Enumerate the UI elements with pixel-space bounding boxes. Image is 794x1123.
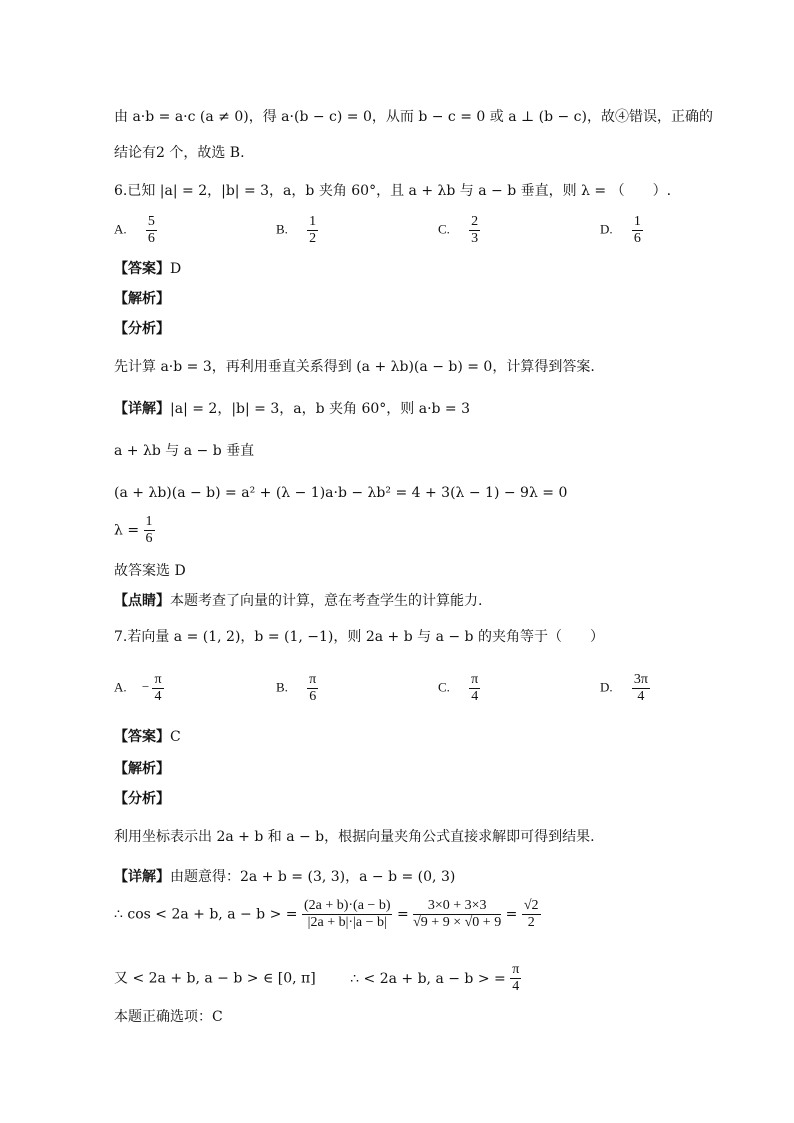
q6-option-d-den: 6 xyxy=(633,231,641,246)
q6-answer xyxy=(114,260,181,278)
q6-option-d xyxy=(600,214,643,247)
q7-cos-eq1: = xyxy=(396,906,409,923)
q6-option-b-label: B. xyxy=(276,221,288,237)
q6-lambda-result xyxy=(114,514,155,547)
q6-option-c-den: 3 xyxy=(471,231,479,246)
q7-option-a-num: π xyxy=(154,672,162,687)
q6-option-d-fraction xyxy=(632,214,643,247)
q7-detail-line-1 xyxy=(114,868,455,886)
q7-cos-frac1 xyxy=(302,898,393,931)
q6-option-b xyxy=(276,214,318,247)
q7-cos-frac3-num: √2 xyxy=(523,898,539,913)
q7-option-d-label: D. xyxy=(600,679,613,695)
q7-option-d-fraction xyxy=(632,672,650,705)
prev-solution-line-2: 结论有2 个，故选 B. xyxy=(114,145,245,161)
q7-range-result: ∴ < 2a + b, a − b > = xyxy=(350,970,506,987)
q7-option-b-num: π xyxy=(309,672,317,687)
q6-option-c-label: C. xyxy=(438,221,450,237)
q7-cos-frac2-den-mid: × xyxy=(449,915,465,930)
q6-fenxi-tag: 【分析】 xyxy=(114,321,170,337)
q6-fenxi-text: 先计算 a·b = 3，再利用垂直关系得到 (a + λb)(a − b) = 0，计算得到答案. xyxy=(114,359,595,375)
q7-fenxi-tag: 【分析】 xyxy=(114,791,170,807)
q7-cos-frac1-den: |2a + b|·|a − b| xyxy=(307,915,387,930)
q7-range-num: π xyxy=(512,962,520,977)
q7-stem: 7.若向量 a = (1, 2)，b = (1, −1)，则 2a + b 与 a − b 的夹角等于（ ） xyxy=(114,629,604,645)
q6-analysis-tag: 【解析】 xyxy=(114,291,170,307)
q7-answer-tag: 【答案】 xyxy=(114,729,170,745)
q7-cos-frac2-den-b: √0 + 9 xyxy=(464,915,502,930)
q6-answer-value: D xyxy=(170,261,182,277)
q7-cos-equation xyxy=(114,898,541,931)
q7-option-a-fraction xyxy=(152,672,163,705)
q7-option-c-fraction xyxy=(469,672,480,705)
q6-option-a-den: 6 xyxy=(147,231,155,246)
q7-fenxi-text: 利用坐标表示出 2a + b 和 a − b，根据向量夹角公式直接求解即可得到结果. xyxy=(114,829,595,845)
q6-detail-line-1 xyxy=(114,400,470,418)
q7-option-a-den: 4 xyxy=(154,689,162,704)
q7-cos-lhs: ∴ cos < 2a + b, a − b > = xyxy=(114,906,298,923)
q6-option-b-den: 2 xyxy=(309,231,317,246)
q6-dianjing-tag: 【点睛】 xyxy=(114,593,170,609)
q7-cos-frac2-den xyxy=(413,915,501,931)
q6-option-a xyxy=(114,214,157,247)
q6-lambda-num: 1 xyxy=(145,514,153,529)
q7-option-a-label: A. xyxy=(114,679,127,695)
q6-lambda-fraction xyxy=(144,514,155,547)
q7-option-c-num: π xyxy=(471,672,479,687)
q7-option-d-den: 4 xyxy=(637,689,645,704)
q7-analysis-tag: 【解析】 xyxy=(114,761,170,777)
q7-detail-text-1: 由题意得：2a + b = (3, 3)，a − b = (0, 3) xyxy=(170,869,456,885)
q6-detail-tag: 【详解】 xyxy=(114,401,170,417)
q7-option-b xyxy=(276,672,318,705)
q7-answer xyxy=(114,728,181,746)
q6-conclusion: 故答案选 D xyxy=(114,563,186,579)
q7-option-b-den: 6 xyxy=(309,689,317,704)
q7-range-fraction xyxy=(510,962,521,995)
q7-option-d-num: 3π xyxy=(633,672,648,687)
q6-option-c-num: 2 xyxy=(471,214,479,229)
q7-final: 本题正确选项：C xyxy=(114,1009,223,1025)
q6-answer-tag: 【答案】 xyxy=(114,261,170,277)
q7-range-text: 又 < 2a + b, a − b > ∈ [0, π] xyxy=(114,970,316,987)
q7-cos-eq2: = xyxy=(505,906,518,923)
q6-option-c xyxy=(438,214,480,247)
q6-stem: 6.已知 |a| = 2，|b| = 3，a，b 夹角 60°，且 a + λb 与 a − b 垂直，则 λ = （ ）. xyxy=(114,183,672,199)
q6-lambda-den: 6 xyxy=(145,531,153,546)
q7-cos-frac2 xyxy=(413,898,501,931)
q6-option-a-num: 5 xyxy=(147,214,155,229)
q6-detail-text-1: |a| = 2，|b| = 3，a，b 夹角 60°，则 a·b = 3 xyxy=(170,401,471,417)
q6-option-d-label: D. xyxy=(600,221,613,237)
q6-option-c-fraction xyxy=(469,214,480,247)
q6-option-a-label: A. xyxy=(114,221,127,237)
q6-option-b-num: 1 xyxy=(309,214,317,229)
q7-cos-frac2-num: 3×0 + 3×3 xyxy=(413,898,501,915)
prev-solution-line-1: 由 a·b = a·c (a ≠ 0)，得 a·(b − c) = 0，从而 b − c = 0 或 a ⊥ (b − c)，故④错误，正确的 xyxy=(114,109,713,125)
q6-option-d-num: 1 xyxy=(633,214,641,229)
q6-option-a-fraction xyxy=(146,214,157,247)
q7-option-a-sign: − xyxy=(141,679,150,695)
q6-dianjing-text: 本题考查了向量的计算，意在考查学生的计算能力. xyxy=(170,593,483,609)
q7-cos-frac3-den: 2 xyxy=(527,915,535,930)
q7-range-line xyxy=(114,962,521,995)
q7-option-a xyxy=(114,672,164,705)
q7-option-b-fraction xyxy=(307,672,318,705)
q7-cos-frac1-num: (2a + b)·(a − b) xyxy=(303,898,391,913)
q7-answer-value: C xyxy=(170,729,181,745)
q6-detail-line-3: (a + λb)(a − b) = a² + (λ − 1)a·b − λb² = 4 + 3(λ − 1) − 9λ = 0 xyxy=(114,485,568,501)
q7-detail-tag: 【详解】 xyxy=(114,869,170,885)
q6-detail-line-2: a + λb 与 a − b 垂直 xyxy=(114,443,255,459)
q7-cos-frac3 xyxy=(522,898,541,931)
q6-option-b-fraction xyxy=(307,214,318,247)
q7-option-b-label: B. xyxy=(276,679,288,695)
q7-option-d xyxy=(600,672,650,705)
q7-option-c xyxy=(438,672,480,705)
q7-option-c-den: 4 xyxy=(471,689,479,704)
q7-option-c-label: C. xyxy=(438,679,450,695)
q6-dianjing xyxy=(114,592,482,610)
q7-cos-frac2-den-a: √9 + 9 xyxy=(413,915,450,930)
q6-lambda-lhs: λ = xyxy=(114,522,140,539)
q7-range-den: 4 xyxy=(512,979,520,994)
